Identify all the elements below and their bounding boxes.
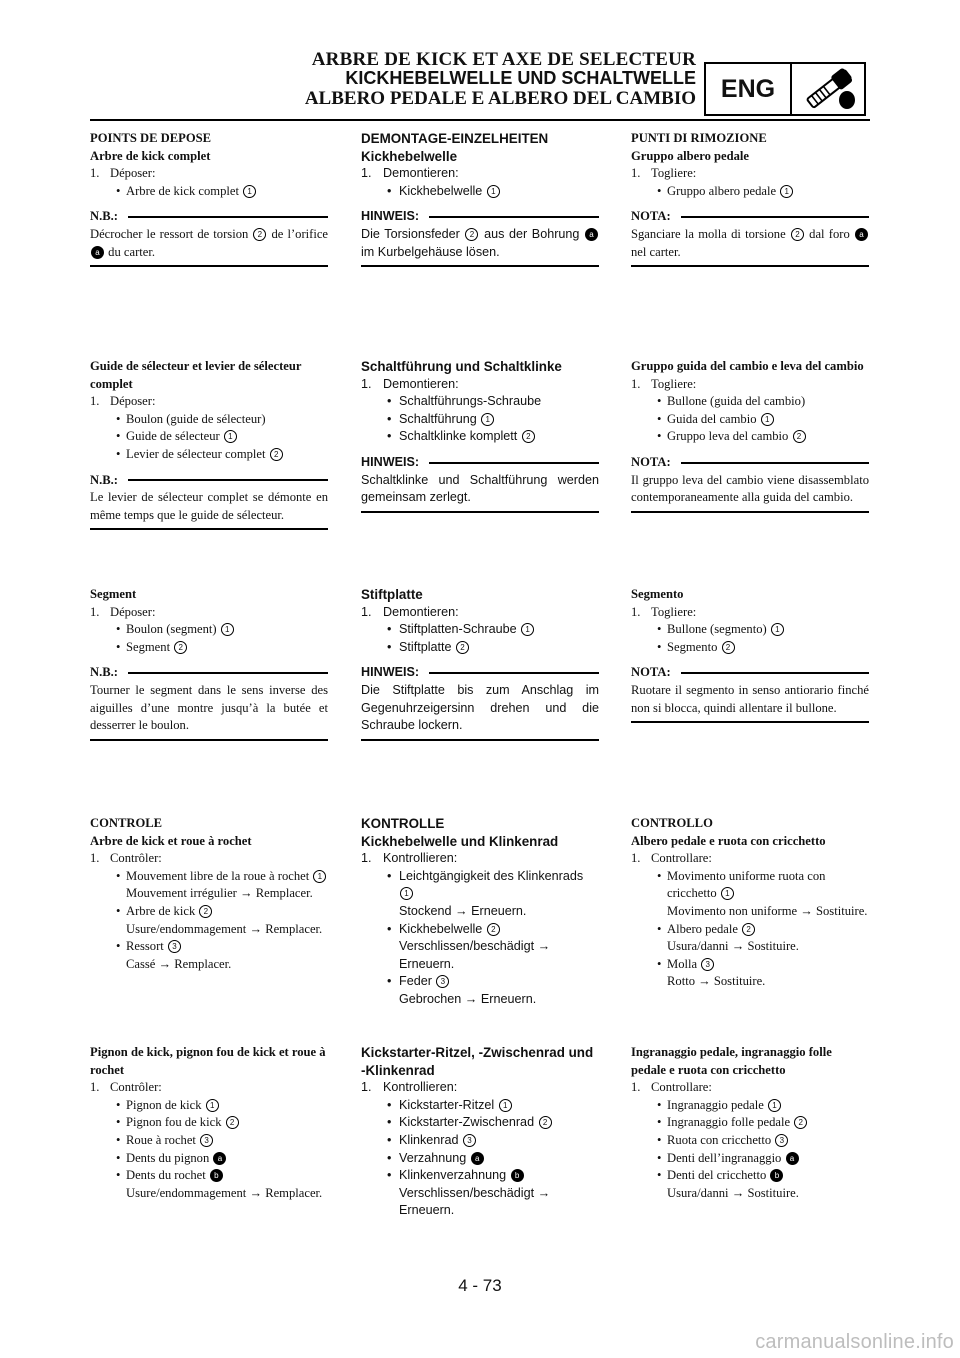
reference-number: 2 [539, 1116, 552, 1129]
item-text: Guide de sélecteur [126, 429, 220, 444]
list-item [361, 393, 599, 411]
title-fr: ARBRE DE KICK ET AXE DE SELECTEUR [311, 49, 696, 70]
step-row [361, 165, 599, 183]
note-label: N.B.: [90, 665, 118, 680]
note-text-part: Sganciare la molla di torsione [631, 226, 786, 241]
reference-number: 3 [436, 975, 449, 988]
step-label: Controllare: [651, 851, 712, 866]
reference-number: 1 [780, 185, 793, 198]
item-text: Dents du pignon [126, 1150, 210, 1165]
note-text [631, 472, 869, 507]
list-item [90, 1150, 328, 1168]
list-item [361, 1150, 599, 1168]
item-text: Ruota con cricchetto [667, 1132, 772, 1147]
note-text-part: aus der Bohrung [484, 226, 580, 241]
list-item [90, 903, 328, 921]
item-text: Schaltführung [399, 411, 477, 426]
section-subheading: Arbre de kick complet [90, 148, 211, 163]
note-text-part: de l’orifice [271, 226, 329, 241]
section-heading: Guide de sélecteur et levier de sélecteur complet [90, 359, 302, 391]
step-number: 1. [90, 851, 100, 866]
step-number: 1. [361, 851, 372, 866]
section-heading: CONTROLLO [631, 816, 713, 830]
section-fr-1 [90, 130, 328, 267]
list-item [361, 868, 599, 903]
reference-number: 2 [465, 228, 478, 241]
item-text: Ingranaggio pedale [667, 1097, 764, 1112]
reference-number: a [91, 246, 104, 259]
list-item [631, 393, 869, 411]
title-it: ALBERO PEDALE E ALBERO DEL CAMBIO [304, 88, 696, 109]
list-item [90, 1114, 328, 1132]
reference-number: 2 [199, 905, 212, 918]
item-text: Mouvement libre de la roue à rochet [126, 868, 310, 883]
step-row [631, 850, 869, 868]
reference-number: a [786, 1152, 799, 1165]
list-item [361, 428, 599, 446]
note-header [631, 454, 869, 472]
section-fr-3 [90, 586, 328, 741]
item-text: Dents du rochet [126, 1168, 206, 1183]
section-heading: PUNTI DI RIMOZIONE [631, 131, 767, 145]
item-text: Ressort [126, 939, 164, 954]
reference-number: 2 [174, 641, 187, 654]
item-text: Kickstarter-Zwischenrad [399, 1115, 535, 1130]
section-subheading: Kickhebelwelle [361, 148, 458, 164]
item-text: Arbre de kick [126, 903, 196, 918]
item-action: Usure/endommagement → Remplacer. [126, 1185, 323, 1200]
item-text: Segmento [667, 639, 718, 654]
note-text-part: nel carter. [631, 244, 681, 259]
section-it-3 [631, 586, 869, 723]
note-box [631, 208, 869, 267]
list-item [631, 1167, 869, 1185]
list-item [90, 183, 328, 201]
item-action: Rotto → Sostituire. [667, 974, 766, 989]
note-rule [128, 479, 328, 481]
item-text: Ingranaggio folle pedale [667, 1115, 791, 1130]
step-label: Demontieren: [383, 604, 459, 619]
list-item [631, 639, 869, 657]
reference-number: a [855, 228, 868, 241]
item-text: Levier de sélecteur complet [126, 446, 266, 461]
reference-number: 2 [270, 448, 283, 461]
section-de-3 [361, 586, 599, 741]
note-box [361, 208, 599, 267]
item-text: Segment [126, 639, 171, 654]
item-text: Guida del cambio [667, 411, 757, 426]
reference-number: 2 [487, 923, 500, 936]
note-rule [429, 216, 599, 218]
note-text [631, 226, 869, 261]
item-text: Roue à rochet [126, 1132, 196, 1147]
item-text: Pignon fou de kick [126, 1115, 222, 1130]
section-it-5 [631, 1044, 869, 1202]
note-header [361, 664, 599, 682]
list-item [361, 1114, 599, 1132]
step-number: 1. [631, 376, 641, 391]
step-number: 1. [631, 1080, 641, 1095]
step-label: Déposer: [110, 166, 156, 181]
reference-number: a [585, 228, 598, 241]
list-item [631, 428, 869, 446]
section-de-5 [361, 1044, 599, 1220]
note-text-part: Die Stiftplatte bis zum Anschlag im Gegenuhrzeigersinn drehen und die Schraube lockern. [361, 682, 599, 733]
reference-number: 3 [168, 940, 181, 953]
reference-number: 3 [701, 958, 714, 971]
reference-number: 1 [221, 623, 234, 636]
note-header [90, 208, 328, 226]
list-item [361, 621, 599, 639]
step-row [631, 604, 869, 622]
section-heading: Pignon de kick, pignon fou de kick et roue à rochet [90, 1045, 326, 1077]
item-text: Stiftplatte [399, 639, 452, 654]
list-item [361, 1097, 599, 1115]
note-text [361, 472, 599, 507]
list-item [90, 411, 328, 429]
list-item [361, 921, 599, 939]
reference-number: 2 [522, 430, 535, 443]
note-text [90, 226, 328, 261]
section-subheading: Gruppo albero pedale [631, 148, 750, 163]
list-item [631, 921, 869, 939]
list-item [631, 183, 869, 201]
note-label: HINWEIS: [361, 665, 420, 680]
item-text: Boulon (guide de sélecteur) [126, 411, 266, 426]
note-box [90, 472, 328, 531]
item-action: Usura/danni → Sostituire. [667, 939, 799, 954]
note-box [361, 454, 599, 513]
list-item [361, 1167, 599, 1185]
item-text: Verzahnung [399, 1150, 467, 1165]
reference-number: 2 [253, 228, 266, 241]
reference-number: 2 [794, 1116, 807, 1129]
list-item [361, 973, 599, 991]
note-text-part: du carter. [108, 244, 156, 259]
section-de-4 [361, 815, 599, 1009]
page-header [305, 50, 696, 109]
note-text-part: dal foro [809, 226, 850, 241]
section-subheading: Kickhebelwelle und Klinkenrad [361, 833, 559, 849]
list-item [90, 938, 328, 956]
item-action: Mouvement irrégulier → Remplacer. [126, 886, 313, 901]
note-rule [429, 462, 599, 464]
note-text-part: Tourner le segment dans le sens inverse des aiguilles d’une montre jusqu’à la butée et desserrer le boulon. [90, 682, 328, 733]
note-text-part: Die Torsionsfeder [361, 226, 460, 241]
step-row [631, 165, 869, 183]
list-item [631, 868, 869, 903]
note-text-part: Ruotare il segmento in senso antiorario finché non si blocca, quindi allentare il bullone. [631, 682, 869, 715]
step-number: 1. [90, 166, 100, 181]
section-subheading: Albero pedale e ruota con cricchetto [631, 833, 826, 848]
reference-number: 2 [793, 430, 806, 443]
note-rule [429, 672, 599, 674]
step-number: 1. [361, 1080, 372, 1095]
header-divider [90, 119, 870, 121]
step-row [361, 376, 599, 394]
section-heading: Ingranaggio pedale, ingranaggio folle pedale e ruota con cricchetto [631, 1045, 832, 1077]
step-number: 1. [631, 604, 641, 619]
list-item [90, 1167, 328, 1185]
list-item [90, 1097, 328, 1115]
step-number: 1. [361, 604, 372, 619]
section-heading: Schaltführung und Schaltklinke [361, 359, 562, 374]
step-row [361, 850, 599, 868]
title-de: KICKHEBELWELLE UND SCHALTWELLE [345, 68, 696, 88]
reference-number: a [213, 1152, 226, 1165]
note-rule [681, 462, 869, 464]
watermark: carmanualsonline.info [755, 1331, 954, 1353]
note-text-part: Il gruppo leva del cambio viene disassemblato contemporaneamente alla guida del cambio. [631, 472, 869, 505]
reference-number: b [511, 1169, 524, 1182]
reference-number: 1 [400, 887, 413, 900]
note-text-part: Schaltklinke und Schaltführung werden gemeinsam zerlegt. [361, 472, 599, 505]
note-label: HINWEIS: [361, 454, 420, 469]
list-item [631, 956, 869, 974]
note-box [90, 208, 328, 267]
list-item [361, 1132, 599, 1150]
section-heading: Segment [90, 587, 137, 601]
section-heading: Stiftplatte [361, 587, 423, 602]
step-label: Togliere: [651, 604, 697, 619]
reference-number: b [210, 1169, 223, 1182]
item-text: Kickstarter-Ritzel [399, 1097, 495, 1112]
section-it-4 [631, 815, 869, 991]
section-fr-5 [90, 1044, 328, 1202]
item-text: Feder [399, 974, 432, 989]
item-text: Bullone (segmento) [667, 622, 767, 637]
list-item [90, 621, 328, 639]
note-box [631, 664, 869, 723]
reference-number: 1 [481, 413, 494, 426]
item-action: Stockend → Erneuern. [399, 903, 527, 918]
item-text: Gruppo albero pedale [667, 183, 777, 198]
note-header [361, 208, 599, 226]
step-number: 1. [90, 1080, 100, 1095]
note-label: N.B.: [90, 209, 118, 224]
section-badge [704, 62, 866, 116]
note-rule [681, 216, 869, 218]
step-number: 1. [90, 604, 100, 619]
reference-number: 2 [226, 1116, 239, 1129]
list-item [361, 183, 599, 201]
section-heading: KONTROLLE [361, 816, 445, 831]
list-item [361, 639, 599, 657]
section-heading: DEMONTAGE-EINZELHEITEN [361, 131, 549, 146]
list-item [631, 1114, 869, 1132]
note-label: N.B.: [90, 472, 118, 487]
step-row [361, 1079, 599, 1097]
step-label: Déposer: [110, 394, 156, 409]
note-header [361, 454, 599, 472]
section-heading: POINTS DE DEPOSE [90, 131, 212, 145]
reference-number: 3 [775, 1134, 788, 1147]
section-heading: CONTROLE [90, 816, 163, 830]
step-label: Kontrollieren: [383, 851, 458, 866]
item-text: Klinkenrad [399, 1132, 459, 1147]
item-text: Kickhebelwelle [399, 921, 483, 936]
note-box [361, 664, 599, 740]
list-item [90, 639, 328, 657]
reference-number: 1 [487, 185, 500, 198]
step-row [90, 393, 328, 411]
item-text: Arbre de kick complet [126, 183, 239, 198]
note-text [361, 226, 599, 261]
reference-number: 1 [771, 623, 784, 636]
reference-number: 1 [521, 623, 534, 636]
reference-number: 2 [791, 228, 804, 241]
note-rule [681, 672, 869, 674]
list-item [631, 411, 869, 429]
step-label: Kontrollieren: [383, 1080, 458, 1095]
step-row [90, 850, 328, 868]
reference-number: 1 [721, 887, 734, 900]
item-text: Leichtgängigkeit des Klinkenrads [399, 868, 584, 883]
tool-icon [792, 64, 864, 114]
section-de-1 [361, 130, 599, 267]
reference-number: 3 [200, 1134, 213, 1147]
reference-number: 1 [761, 413, 774, 426]
item-text: Albero pedale [667, 921, 738, 936]
section-de-2 [361, 358, 599, 513]
list-item [631, 621, 869, 639]
reference-number: 2 [722, 641, 735, 654]
step-row [90, 165, 328, 183]
item-action: Verschlissen/beschädigt → Erneuern. [399, 939, 551, 971]
step-label: Controllare: [651, 1080, 712, 1095]
badge-label: ENG [706, 64, 792, 114]
item-action: Cassé → Remplacer. [126, 956, 232, 971]
item-action: Verschlissen/beschädigt → Erneuern. [399, 1185, 551, 1218]
item-text: Denti del cricchetto [667, 1168, 767, 1183]
list-item [90, 428, 328, 446]
step-number: 1. [90, 394, 100, 409]
note-rule [128, 672, 328, 674]
item-text: Movimento uniforme ruota con cricchetto [667, 868, 826, 901]
step-label: Togliere: [651, 376, 697, 391]
step-label: Contrôler: [110, 851, 162, 866]
item-text: Stiftplatten-Schraube [399, 622, 517, 637]
list-item [631, 1132, 869, 1150]
note-text [90, 489, 328, 524]
note-text [631, 682, 869, 717]
note-label: NOTA: [631, 665, 671, 680]
section-fr-2 [90, 358, 328, 530]
reference-number: b [770, 1169, 783, 1182]
reference-number: 1 [313, 870, 326, 883]
step-label: Demontieren: [383, 376, 459, 391]
step-number: 1. [361, 376, 372, 391]
step-row [631, 1079, 869, 1097]
step-row [90, 604, 328, 622]
item-text: Gruppo leva del cambio [667, 429, 789, 444]
step-label: Demontieren: [383, 166, 459, 181]
note-label: HINWEIS: [361, 209, 420, 224]
reference-number: 1 [243, 185, 256, 198]
item-text: Molla [667, 956, 698, 971]
item-text: Denti dell’ingranaggio [667, 1150, 782, 1165]
item-text: Kickhebelwelle [399, 183, 483, 198]
note-rule [128, 216, 328, 218]
reference-number: 1 [206, 1099, 219, 1112]
note-text-part: Le levier de sélecteur complet se démonte en même temps que le guide de sélecteur. [90, 490, 328, 522]
item-text: Schaltführungs-Schraube [399, 394, 542, 409]
list-item [90, 868, 328, 886]
reference-number: 1 [224, 430, 237, 443]
step-label: Contrôler: [110, 1080, 162, 1095]
note-label: NOTA: [631, 454, 671, 469]
section-it-2 [631, 358, 869, 513]
list-item [631, 1097, 869, 1115]
section-heading: Kickstarter-Ritzel, -Zwischenrad und -Klinkenrad [361, 1045, 594, 1078]
note-header [631, 208, 869, 226]
note-header [90, 664, 328, 682]
list-item [361, 411, 599, 429]
item-text: Pignon de kick [126, 1097, 202, 1112]
reference-number: 2 [456, 641, 469, 654]
section-heading: Segmento [631, 587, 684, 601]
item-action: Usure/endommagement → Remplacer. [126, 921, 323, 936]
note-text [361, 682, 599, 735]
page-number: 4 - 73 [458, 1276, 502, 1295]
step-number: 1. [361, 166, 372, 181]
list-item [90, 446, 328, 464]
note-header [90, 472, 328, 490]
step-row [631, 376, 869, 394]
reference-number: 1 [768, 1099, 781, 1112]
note-header [631, 664, 869, 682]
note-box [631, 454, 869, 513]
step-row [90, 1079, 328, 1097]
note-label: NOTA: [631, 209, 671, 224]
step-label: Déposer: [110, 604, 156, 619]
section-fr-4 [90, 815, 328, 973]
reference-number: a [471, 1152, 484, 1165]
step-number: 1. [631, 851, 641, 866]
item-text: Schaltklinke komplett [399, 429, 518, 444]
note-text-part: Décrocher le ressort de torsion [90, 226, 249, 241]
note-text-part: im Kurbelgehäuse lösen. [361, 244, 500, 259]
reference-number: 3 [463, 1134, 476, 1147]
item-text: Klinkenverzahnung [399, 1168, 507, 1183]
step-number: 1. [631, 166, 641, 181]
section-subheading: Arbre de kick et roue à rochet [90, 833, 252, 848]
item-text: Bullone (guida del cambio) [667, 394, 806, 409]
list-item [90, 1132, 328, 1150]
note-box [90, 664, 328, 740]
note-text [90, 682, 328, 735]
step-label: Togliere: [651, 166, 697, 181]
step-row [361, 604, 599, 622]
section-heading: Gruppo guida del cambio e leva del cambio [631, 359, 864, 373]
item-text: Boulon (segment) [126, 622, 217, 637]
reference-number: 2 [742, 923, 755, 936]
section-it-1 [631, 130, 869, 267]
item-action: Usura/danni → Sostituire. [667, 1185, 799, 1200]
item-action: Movimento non uniforme → Sostituire. [667, 903, 868, 918]
list-item [631, 1150, 869, 1168]
reference-number: 1 [499, 1099, 512, 1112]
item-action: Gebrochen → Erneuern. [399, 991, 537, 1006]
